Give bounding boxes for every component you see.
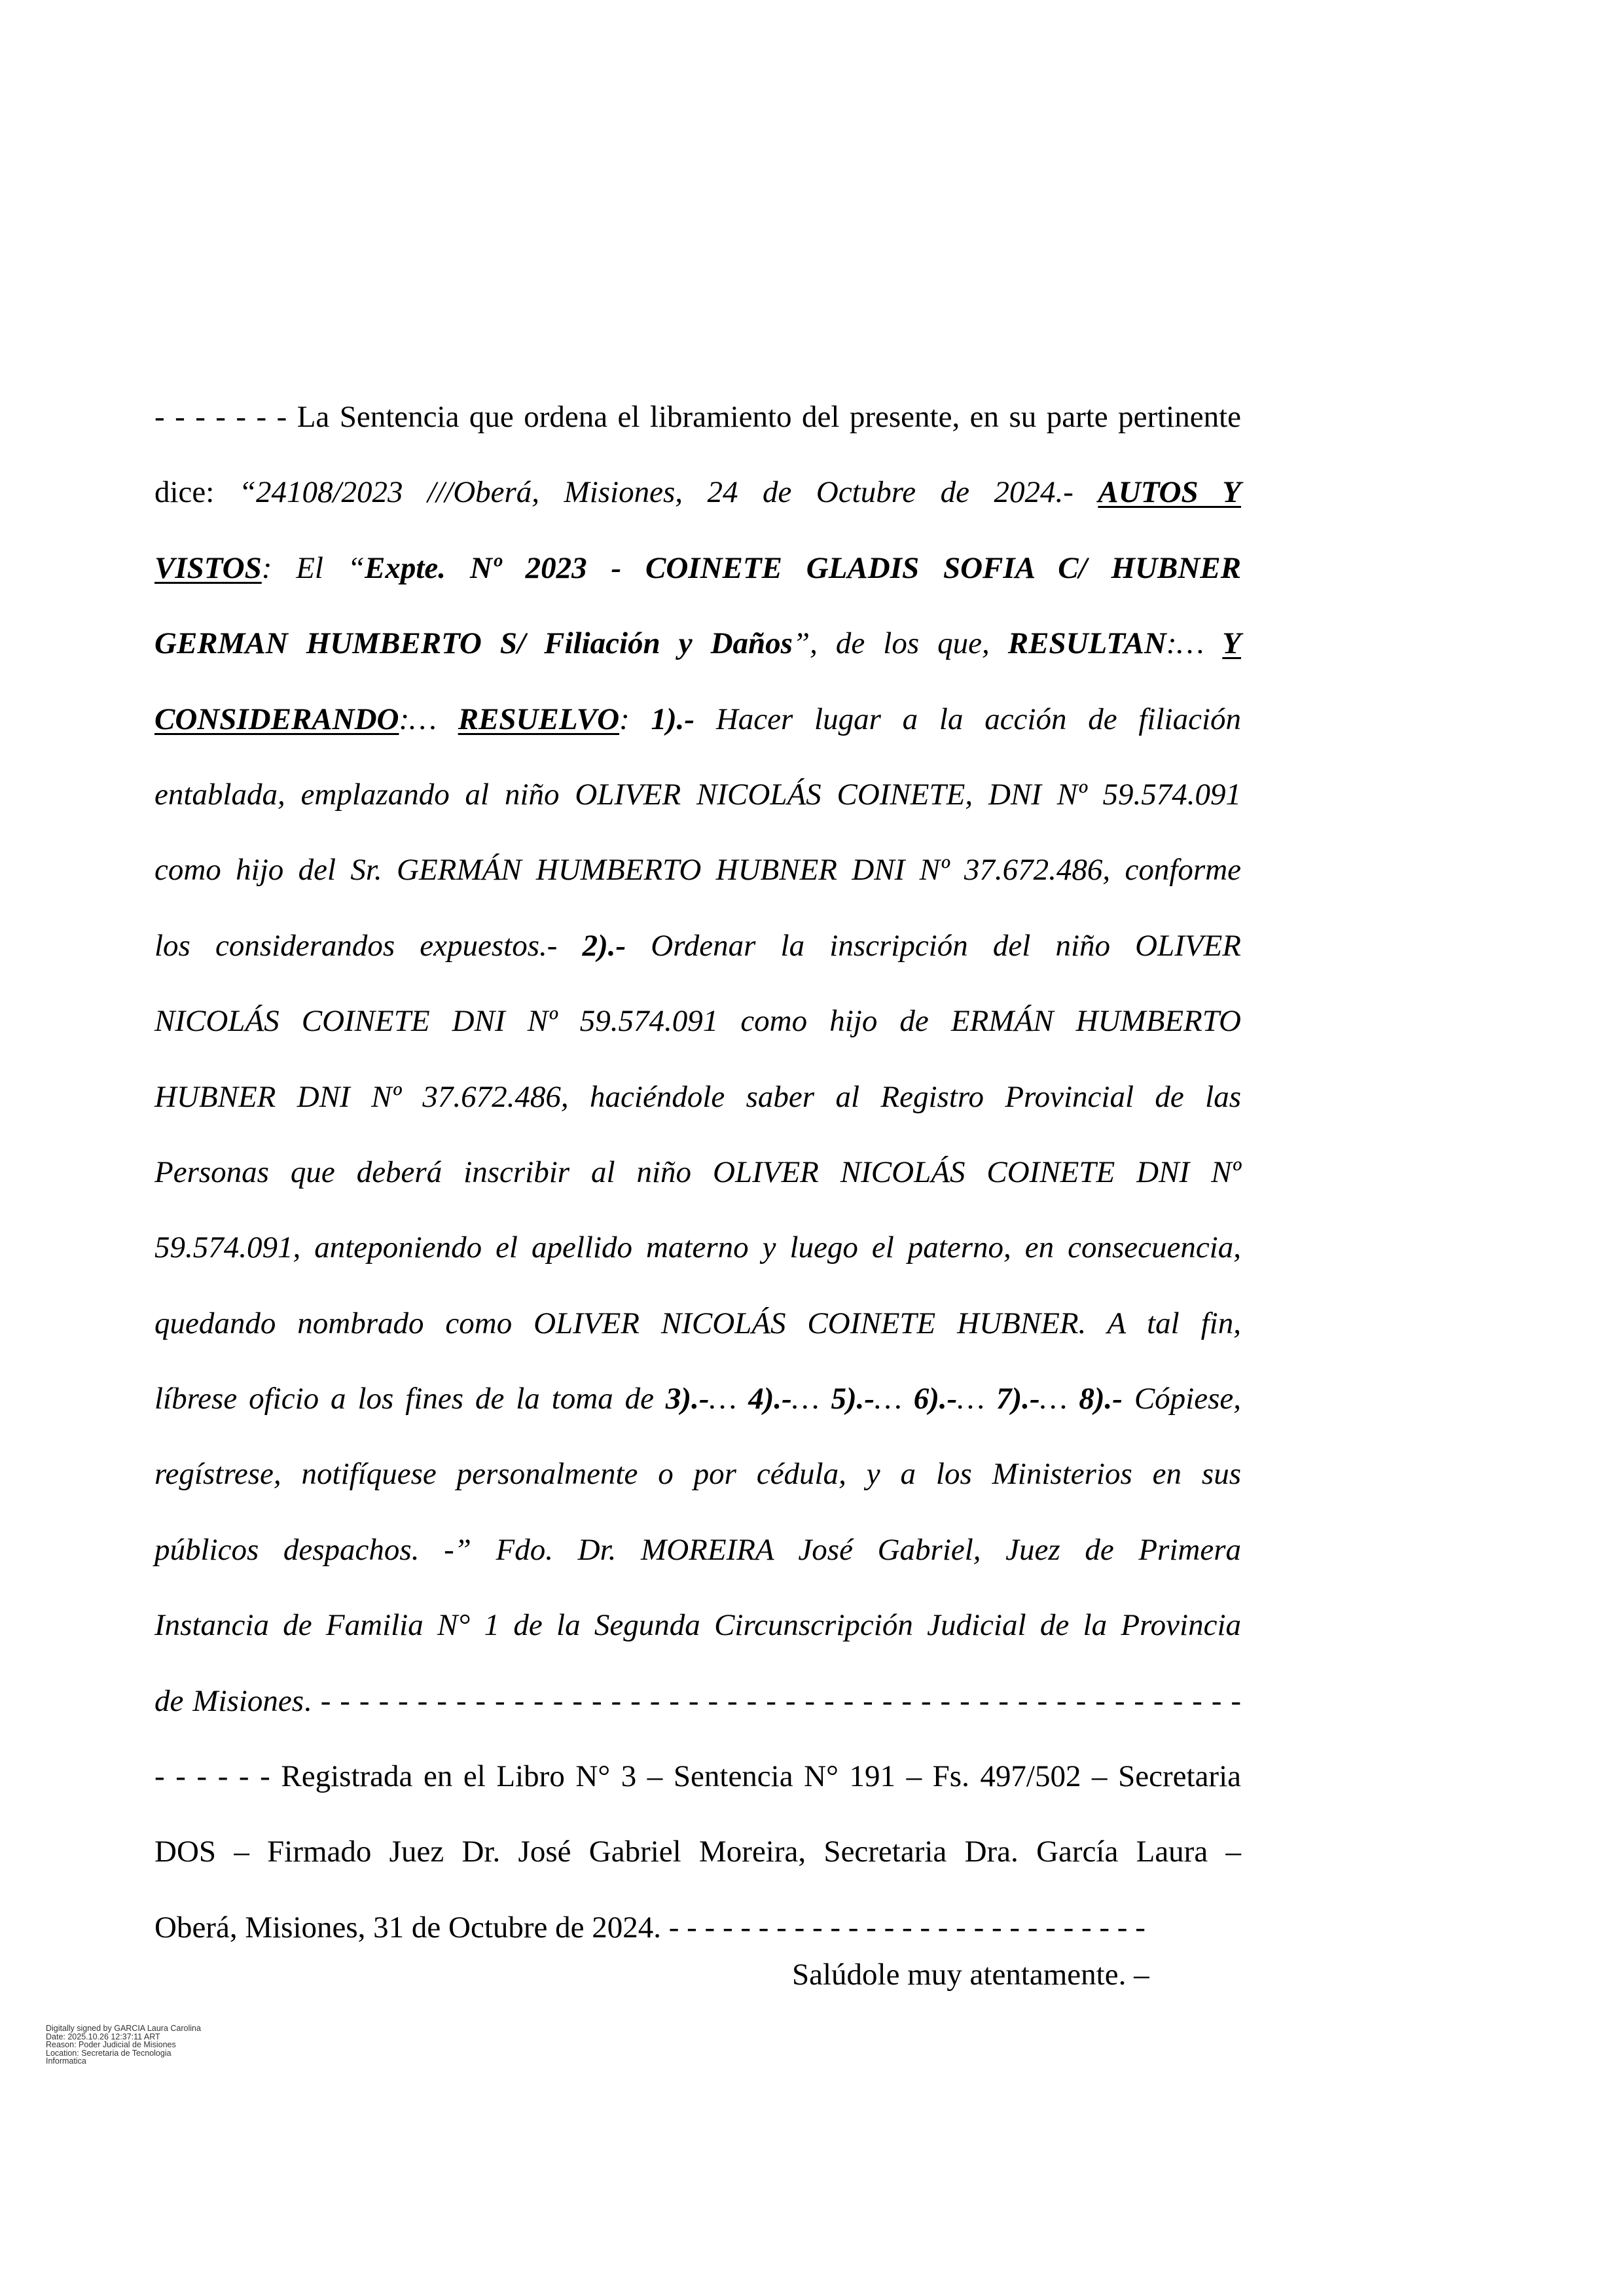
sentence-text (154, 380, 1241, 1965)
closing-salutation: Salúdole muy atentamente. – (792, 1958, 1149, 1992)
text-segment: - - - - - - Registrada en el Libro N° 3 – Sentencia N° 191 – Fs. 497/502 – Secretaria (154, 1759, 1241, 1794)
item-number: 3).- (665, 1382, 710, 1416)
text-segment: Ordenar la inscripción del niño OLIVER (626, 928, 1242, 963)
item-number: 5).- (831, 1382, 875, 1416)
text-segment: :… (1166, 626, 1223, 661)
text-line-1 (154, 380, 1241, 455)
text-segment: Personas que deberá inscribir al niño OLIVER NICOLÁS COINETE DNI Nº (154, 1155, 1241, 1189)
text-segment: dice: (154, 475, 239, 510)
case-title-cont: GERMAN HUMBERTO S/ Filiación y Daños (154, 626, 793, 661)
resuelvo-heading: RESUELVO (458, 702, 620, 736)
text-line-21 (154, 1890, 1241, 1965)
text-segment: ”, de los que, (792, 626, 1008, 661)
text-segment: como hijo del Sr. GERMÁN HUMBERTO HUBNER DNI Nº 37.672.486, conforme (154, 853, 1241, 888)
text-line-7 (154, 833, 1241, 908)
text-segment: públicos despachos. -” Fdo. Dr. MOREIRA José Gabriel, Juez de Primera (154, 1532, 1241, 1567)
item-number: 8).- (1079, 1382, 1123, 1416)
signature-date: Date: 2025.10.26 12:37:11 ART (46, 2032, 160, 2041)
autos-y-heading: AUTOS Y (1098, 475, 1241, 510)
text-segment: : El “ (261, 550, 365, 585)
vistos-heading: VISTOS (154, 550, 262, 585)
item-number: 7).- (996, 1382, 1040, 1416)
text-segment: entablada, emplazando al niño OLIVER NICOLÁS COINETE, DNI Nº 59.574.091 (154, 777, 1241, 812)
considerando-heading: CONSIDERANDO (154, 702, 399, 736)
text-line-18 (154, 1664, 1241, 1739)
item-number: 6).- (913, 1382, 958, 1416)
text-segment: de Misiones (154, 1683, 304, 1718)
text-segment: “24108/2023 ///Oberá, Misiones, 24 de Octubre de 2024.- (238, 475, 1098, 510)
item-number: 2).- (582, 928, 626, 963)
text-segment: regístrese, notifíquese personalmente o por cédula, y a los Ministerios en sus (154, 1457, 1241, 1492)
signature-location-cont: Informatica (46, 2056, 86, 2066)
item-number: 4).- (748, 1382, 792, 1416)
text-segment: Instancia de Familia N° 1 de la Segunda Circunscripción Judicial de la Provincia (154, 1608, 1241, 1643)
text-segment: - - - - - - - La Sentencia que ordena el libramiento del presente, en su parte pertinente (154, 400, 1241, 434)
text-segment: 59.574.091, anteponiendo el apellido materno y luego el paterno, en consecuencia, (154, 1230, 1241, 1265)
text-segment: Oberá, Misiones, 31 de Octubre de 2024. - - - - - - - - - - - - - - - - - - - - - - - - - - - (154, 1910, 1146, 1945)
text-segment: . - - - - - - - - - - - - - - - - - - - - - - - - - - - - - - - - - - - - - - - - - - - - - - - - (304, 1683, 1242, 1718)
text-segment: … (709, 1382, 749, 1416)
text-segment: … (1039, 1382, 1079, 1416)
text-line-15 (154, 1437, 1241, 1512)
text-line-9 (154, 984, 1241, 1059)
text-segment: Cópiese, (1122, 1382, 1241, 1416)
text-line-3 (154, 531, 1241, 606)
text-segment: :… (399, 702, 458, 736)
text-line-14 (154, 1361, 1241, 1437)
item-number: 1).- (651, 702, 695, 736)
resultan-heading: RESULTAN (1007, 626, 1166, 661)
text-segment: líbrese oficio a los fines de la toma de (154, 1382, 666, 1416)
text-line-12 (154, 1210, 1241, 1285)
y-heading: Y (1222, 626, 1241, 661)
text-line-20 (154, 1814, 1241, 1890)
text-segment: Hacer lugar a la acción de filiación (695, 702, 1242, 736)
text-segment: … (791, 1382, 831, 1416)
signature-reason: Reason: Poder Judicial de Misiones (46, 2040, 176, 2049)
text-line-6 (154, 757, 1241, 833)
digital-signature-stamp (46, 2024, 201, 2066)
text-line-16 (154, 1513, 1241, 1588)
text-line-19 (154, 1739, 1241, 1814)
text-segment: : (619, 702, 651, 736)
text-line-2 (154, 455, 1241, 530)
text-line-13 (154, 1286, 1241, 1361)
text-segment: HUBNER DNI Nº 37.672.486, haciéndole saber al Registro Provincial de las (154, 1079, 1241, 1114)
text-line-4 (154, 606, 1241, 681)
text-line-10 (154, 1060, 1241, 1135)
text-segment: quedando nombrado como OLIVER NICOLÁS COINETE HUBNER. A tal fin, (154, 1306, 1241, 1340)
text-line-11 (154, 1135, 1241, 1210)
text-line-8 (154, 908, 1241, 984)
text-segment: … (875, 1382, 914, 1416)
text-segment: DOS – Firmado Juez Dr. José Gabriel Moreira, Secretaria Dra. García Laura – (154, 1835, 1241, 1869)
text-segment: NICOLÁS COINETE DNI Nº 59.574.091 como hijo de ERMÁN HUMBERTO (154, 1004, 1241, 1039)
text-segment: los considerandos expuestos.- (154, 928, 583, 963)
signature-location: Location: Secretaria de Tecnologia (46, 2048, 171, 2058)
case-title: Expte. Nº 2023 - COINETE GLADIS SOFIA C/ HUBNER (364, 550, 1242, 585)
signature-signed-by: Digitally signed by GARCIA Laura Carolina (46, 2024, 201, 2033)
text-segment: … (957, 1382, 997, 1416)
text-line-5 (154, 682, 1241, 757)
text-line-17 (154, 1588, 1241, 1663)
